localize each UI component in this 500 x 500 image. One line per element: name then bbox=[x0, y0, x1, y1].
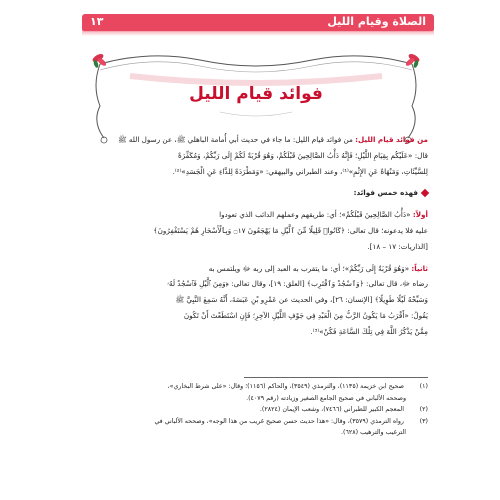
footnote-number: (١) bbox=[419, 383, 428, 390]
footnote-text: رواه الترمذي (٣٥٧٩)، وقال: «هذا حديث حسن صحيح غريب من هذا الوجه»، وصححه الألباني في bbox=[154, 417, 404, 425]
page-number: ١٣ bbox=[90, 15, 104, 28]
five-benefits-heading bbox=[88, 185, 428, 201]
first-line-2: عليه فلا يدعونه؛ قال تعالى: ﴿كَانُوا۟ قَلِيلًا مِّنَ ٱلَّيْلِ مَا يَهْجَعُونَ ۝١٧ وَبِٱلْأَسْحَارِ هُمْ يَسْتَغْفِرُونَ﴾ bbox=[153, 225, 428, 235]
section-title: فوائد قيام الليل bbox=[189, 84, 323, 104]
first-line-1-text: «دَأْبُ الصَّالِحِينَ قَبْلَكُمْ»؛ أي: طريقهم وعملهم الدائب الذي تعودوا bbox=[219, 210, 411, 220]
body-text bbox=[88, 132, 428, 340]
intro-line-1 bbox=[88, 132, 428, 148]
first-line-1 bbox=[88, 207, 428, 223]
diamond-bullet-icon bbox=[421, 189, 429, 197]
intro-lead: من فوائد قيام الليل: bbox=[355, 135, 428, 144]
footnote-1 bbox=[88, 381, 428, 393]
footnote-text: المعجم الكبير للطبراني (٧٤٦٦)، وشعب الإيمان (٢٨٢٤). bbox=[259, 406, 404, 414]
second-line-4: يَقُولُ: «أَقْرَبُ مَا يَكُونُ الرَّبُّ مِنَ الْعَبْدِ فِي جَوْفِ اللَّيْلِ الآخِرِ؛ فَإِنِ اسْتَطَعْتَ أَنْ تَكُونَ bbox=[183, 310, 428, 320]
five-benefits-label: فهذه خمس فوائد: bbox=[353, 188, 418, 198]
footnote-3-continued: الترغيب والترهيب (٦٢٨). bbox=[341, 429, 406, 437]
second-line-2: رضاه ﷻ، قال تعالى: ﴿وَٱسْجُدْ وَٱقْتَرِب﴾ [العلق: ١٩]، وقال تعالى: ﴿وَمِنَ ٱلَّيْلِ فَٱسْجُدْ لَهُۥ bbox=[167, 279, 428, 289]
intro-line-1-text: من فوائد قيام الليل: ما جاء في حديث أبي أُمامة الباهلي ﷺ، عن رسول الله ﷺ bbox=[117, 135, 353, 144]
footnote-text: صحيح ابن خزيمة (١١٣٥)، والترمذي (٣٥٤٩)، والحاكم (١١٥٦)؛ وقال: «على شرط البخاري»، bbox=[167, 383, 404, 390]
first-label: أولاً: bbox=[412, 210, 428, 220]
running-header-bar bbox=[82, 14, 434, 32]
second-line-1 bbox=[88, 261, 428, 277]
footnote-3 bbox=[88, 416, 428, 428]
second-label: ثانياً: bbox=[411, 263, 428, 273]
footnote-number: (٣) bbox=[419, 417, 428, 425]
second-line-1-text: «وَهُوَ قُرْبَةٌ إِلَى رَبِّكُمْ»؛ أي: ما يتقرب به العبد إلى ربه ﷻ ويلتمس به bbox=[208, 263, 410, 273]
header-shadow bbox=[82, 31, 434, 36]
second-line-5: مِمَّنْ يَذْكُرُ اللَّهَ فِي تِلْكَ السَّاعَةِ فَكُنْ»⁽³⁾. bbox=[310, 326, 428, 336]
running-title: الصلاة وقيام الليل bbox=[327, 15, 426, 28]
footnote-number: (٢) bbox=[419, 406, 428, 414]
intro-line-2: قال: «عَلَيْكُم بِقِيَامِ اللَّيْلِ؛ فَإِنَّهُ دَأْبُ الصَّالِحِينَ قَبْلَكُمْ، وَهُوَ قُرْبَةٌ لَكُمْ إِلَى رَبِّكُمْ، وَمُكَفِّرَةٌ bbox=[178, 150, 428, 160]
second-line-3: وَسَبِّحْهُ لَيْلًا طَوِيلًا﴾ [الإنسان: ٢٦]، وفي الحديث عن عَمْرِو بْنِ عَبَسَةَ، أَنَّهُ سَمِعَ النَّبِيَّ ﷺ bbox=[175, 295, 428, 305]
intro-line-3: لِلسَّيِّئَاتِ، وَمَنْهَاةٌ عَنِ الإِثْمِ»⁽¹⁾، وعند الطبراني والبيهقي: «وَمَطْرَدَةٌ لِلدَّاءِ عَنِ الْجَسَدِ»⁽²⁾. bbox=[172, 166, 428, 176]
footnote-2 bbox=[88, 404, 428, 416]
footnote-separator bbox=[244, 377, 428, 378]
footnote-1-continued: وصححه الألباني في صحيح الجامع الصغير وزيادته (رقم ٤٠٧٩). bbox=[246, 394, 406, 402]
footnotes bbox=[88, 381, 428, 439]
first-line-3: [الذاريات: ١٧ – ١٨]. bbox=[367, 241, 428, 251]
